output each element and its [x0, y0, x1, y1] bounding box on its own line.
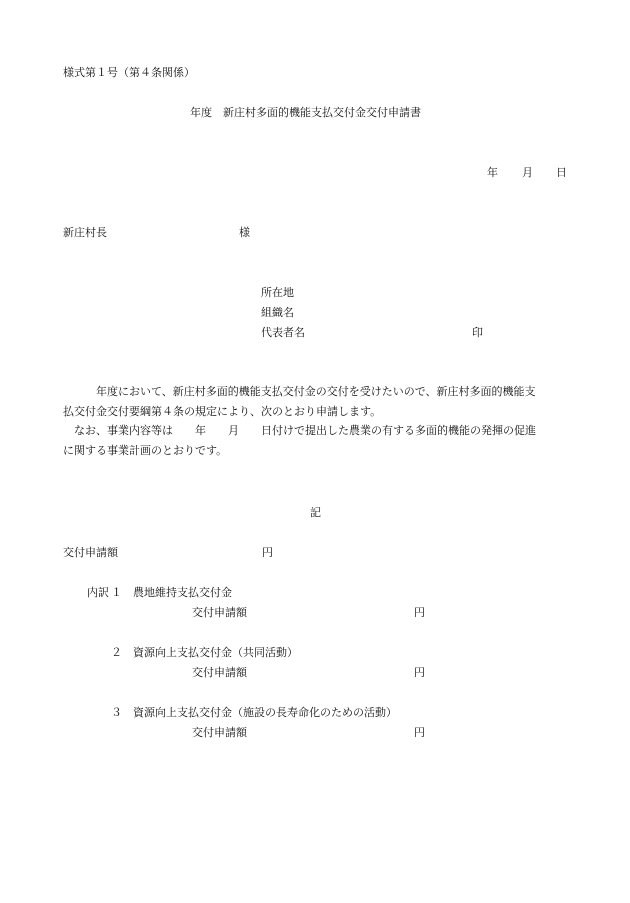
total-amount-unit: 円 — [262, 546, 273, 559]
paragraph-1-line-2: 払交付金交付要綱第４条の規定により、次のとおり申請します。 — [63, 404, 382, 418]
form-label: 様式第１号（第４条関係） — [63, 66, 195, 79]
date-day-label: 日 — [556, 166, 567, 179]
breakdown-item-1-number: １ — [111, 586, 122, 599]
representative-label: 代表者名 — [261, 326, 305, 339]
seal-mark: 印 — [472, 326, 483, 339]
breakdown-item-2-name: 資源向上支払交付金（共同活動） — [133, 646, 298, 659]
paragraph-1-line-1: 年度において、新庄村多面的機能支払交付金の交付を受けたいので、新庄村多面的機能支 — [96, 385, 536, 398]
paragraph-2-line-1: なお、事業内容等は 年 月 日付けで提出した農業の有する多面的機能の発揮の促進 — [74, 424, 536, 437]
breakdown-item-1-unit: 円 — [414, 606, 425, 619]
addressee-name: 新庄村長 — [63, 226, 107, 239]
breakdown-item-1-amount-label: 交付申請額 — [192, 606, 247, 619]
location-label: 所在地 — [261, 286, 294, 299]
breakdown-item-3-amount-label: 交付申請額 — [192, 726, 247, 739]
breakdown-item-3-name: 資源向上支払交付金（施設の長寿命化のための活動） — [133, 706, 397, 719]
breakdown-item-2-unit: 円 — [414, 666, 425, 679]
date-year-label: 年 — [487, 166, 498, 179]
document-title: 年度 新庄村多面的機能支払交付金交付申請書 — [190, 106, 421, 119]
breakdown-item-2-number: ２ — [111, 646, 122, 659]
breakdown-prefix: 内訳 — [87, 586, 109, 599]
breakdown-item-1-name: 農地維持支払交付金 — [133, 586, 232, 599]
body-paragraphs — [63, 382, 578, 460]
breakdown-item-3-number: ３ — [111, 706, 122, 719]
organization-label: 組織名 — [261, 306, 294, 319]
breakdown-item-2-amount-label: 交付申請額 — [192, 666, 247, 679]
total-amount-label: 交付申請額 — [63, 546, 118, 559]
paragraph-2-line-2: に関する事業計画のとおりです。 — [63, 443, 228, 457]
breakdown-item-3-unit: 円 — [414, 726, 425, 739]
ki-heading: 記 — [310, 506, 321, 519]
addressee-honorific: 様 — [239, 226, 250, 239]
date-month-label: 月 — [522, 166, 533, 179]
